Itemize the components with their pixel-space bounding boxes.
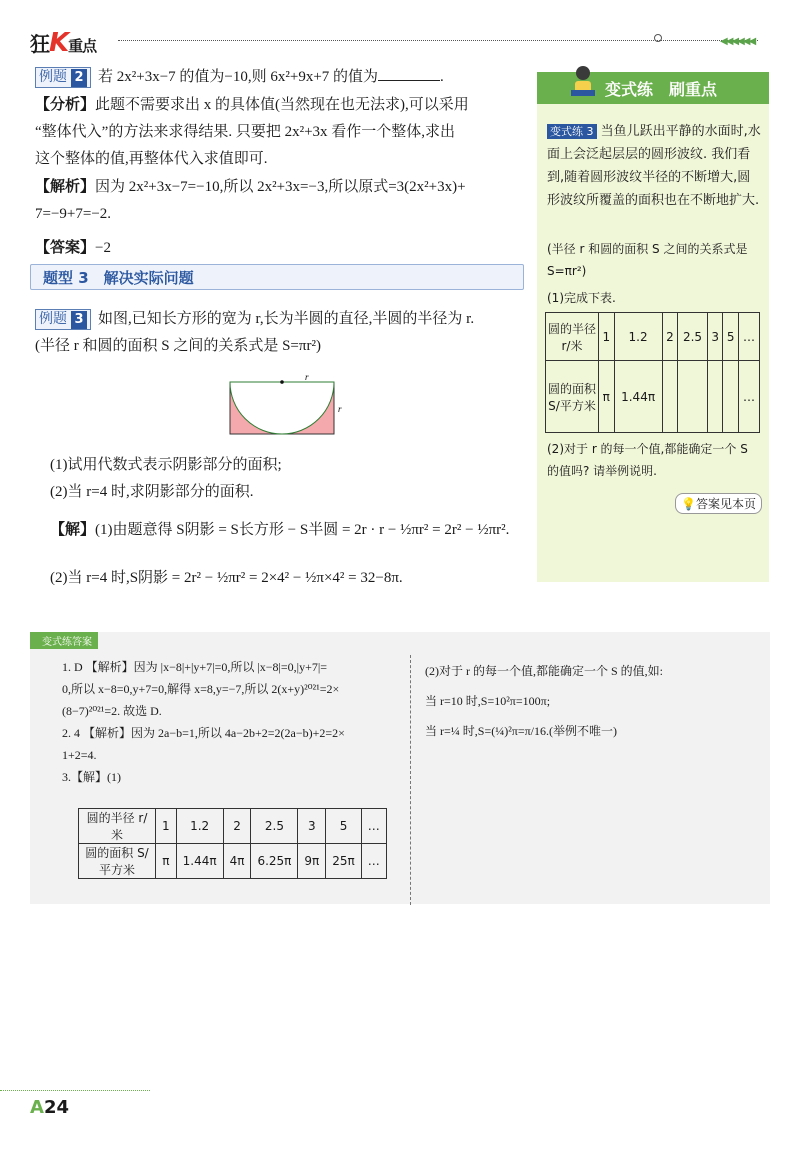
- answers-table-cell: 2.5: [251, 809, 298, 844]
- answers-divider: [410, 655, 411, 905]
- answer-link-label: 答案见本页: [695, 497, 756, 511]
- example-tag-num: 2: [71, 69, 86, 87]
- lightbulb-icon: 💡: [681, 497, 696, 511]
- practice-tag: 变式练 3: [547, 124, 597, 139]
- answers-table: [78, 808, 387, 879]
- example2-question-text: 若 2x²+3x−7 的值为−10,则 6x²+9x+7 的值为: [98, 69, 379, 85]
- practice-table-cell: [678, 361, 708, 433]
- answers-table-cell: 25π: [326, 844, 362, 879]
- answers-table-cell: π: [156, 844, 177, 879]
- solution-label: 【解】: [50, 520, 96, 538]
- practice-q1: (1)完成下表.: [547, 291, 616, 305]
- page-number-value: 24: [43, 1097, 69, 1118]
- header-circle-ornament: [654, 34, 662, 42]
- example-tag: [35, 309, 91, 330]
- answer3-line-1: 3.【解】(1): [62, 770, 121, 784]
- example3-questions: [50, 452, 530, 506]
- section-title: 题型 3 解决实际问题: [43, 269, 194, 287]
- answer-value: −2: [95, 240, 111, 256]
- practice-table-row-area: [546, 361, 760, 433]
- practice-formula: (半径 r 和圆的面积 S 之间的关系式是 S=πr²): [547, 242, 748, 278]
- answers-table-row-area: [79, 844, 387, 879]
- answers-table-cell: 1.44π: [176, 844, 223, 879]
- practice-table-head-area: 圆的面积 S/平方米: [546, 361, 599, 433]
- answers-table-cell: 1.2: [176, 809, 223, 844]
- answers-left: [62, 656, 407, 788]
- analysis-line-3: 这个整体的值,再整体代入求值即可.: [35, 151, 268, 167]
- practice-table-cell: …: [739, 313, 760, 361]
- example3-q2: (2)当 r=4 时,求阴影部分的面积.: [50, 484, 254, 500]
- solution-line-1: [35, 173, 530, 201]
- answer3-right-line-3: 当 r=¼ 时,S=(¼)²π=π/16.(举例不唯一): [425, 724, 618, 738]
- practice-table-cell: 1.2: [614, 313, 662, 361]
- answer2-line-1: 2. 4 【解析】因为 2a−b=1,所以 4a−2b+2=2(2a−b)+2=2×: [62, 726, 345, 740]
- header-divider: [118, 40, 758, 41]
- practice-panel-header: [537, 72, 769, 104]
- analysis-line-1: [35, 91, 530, 119]
- practice-paragraph-1: 当鱼儿跃出平静的水面时,水面上会泛起层层的圆形波纹. 我们看到,随着圆形波纹半径的不断增大,圆形波纹所覆盖的面积也在不断地扩大.: [547, 124, 761, 208]
- practice-q2: (2)对于 r 的每一个值,都能确定一个 S 的值吗? 请举例说明.: [547, 442, 748, 478]
- student-figure-icon: [567, 64, 599, 104]
- compass-icon: A: [30, 1097, 44, 1118]
- example-tag-num: 3: [71, 311, 86, 329]
- answer1-line-3: (8−7)²⁰²¹=2. 故选 D.: [62, 704, 162, 718]
- page-number: [30, 1097, 69, 1118]
- logo-char-a: 狂: [30, 32, 49, 56]
- answers-table-cell: 6.25π: [251, 844, 298, 879]
- example3-q1: (1)试用代数式表示阴影部分的面积;: [50, 457, 282, 473]
- logo-k: K: [49, 28, 69, 58]
- answers-title: 变式练答案: [30, 632, 98, 649]
- analysis-line-2: “整体代入”的方法来求得结果. 只要把 2x²+3x 看作一个整体,求出: [35, 124, 456, 140]
- answer-link[interactable]: [675, 493, 762, 514]
- logo-char-b: 重点: [68, 37, 97, 55]
- practice-table: [545, 312, 760, 433]
- brand-logo: [30, 28, 96, 58]
- answer-line: [35, 234, 530, 262]
- analysis-text-1: 此题不需要求出 x 的具体值(当然现在也无法求),可以采用: [95, 97, 469, 113]
- footer-dotted-line: [0, 1090, 150, 1091]
- answer3-right-line-1: (2)对于 r 的每一个值,都能确定一个 S 的值,如:: [425, 664, 663, 678]
- solution-label: 【解析】: [35, 177, 96, 195]
- solution-text-1: 因为 2x²+3x−7=−10,所以 2x²+3x=−3,所以原式=3(2x²+3x)+: [95, 179, 466, 195]
- answer-label: 【答案】: [35, 238, 96, 256]
- example2-question-end: .: [440, 69, 444, 85]
- answers-table-cell: 3: [298, 809, 326, 844]
- practice-table-cell: 1.44π: [614, 361, 662, 433]
- solution-line-2: 7=−9+7=−2.: [35, 206, 112, 222]
- answers-table-cell: 1: [156, 809, 177, 844]
- answers-table-cell: …: [361, 844, 386, 879]
- example3-line-2: (半径 r 和圆的面积 S 之间的关系式是 S=πr²): [35, 338, 321, 354]
- answers-table-cell: …: [361, 809, 386, 844]
- example-tag-label: 例题: [39, 69, 67, 85]
- answers-table-row-radius: [79, 809, 387, 844]
- section-heading: [30, 264, 524, 290]
- example3-line-1: [35, 306, 530, 333]
- example3-sol-2: (2)当 r=4 时,S阴影 = 2r² − ½πr² = 2×4² − ½π×4² = 32−8π.: [50, 570, 403, 586]
- example3-solution: [50, 516, 530, 591]
- example3-sol-1: [50, 516, 530, 543]
- answer3-right-line-2: 当 r=10 时,S=10²π=100π;: [425, 694, 551, 708]
- answers-table-head-radius: 圆的半径 r/米: [79, 809, 156, 844]
- figure-label-right: r: [338, 404, 342, 414]
- answers-table-cell: 9π: [298, 844, 326, 879]
- practice-table-cell: 2.5: [678, 313, 708, 361]
- figure-center-dot: [280, 380, 284, 384]
- answer2-line-2: 1+2=4.: [62, 748, 97, 762]
- answers-table-cell: 5: [326, 809, 362, 844]
- practice-panel-title: 变式练 刷重点: [605, 80, 718, 99]
- answers-table-cell: 2: [223, 809, 251, 844]
- practice-table-cell: [707, 361, 723, 433]
- practice-table-cell: …: [739, 361, 760, 433]
- practice-table-cell: [662, 361, 678, 433]
- example2-block: [35, 64, 530, 262]
- practice-text-1: [547, 120, 762, 212]
- example3-text-1: 如图,已知长方形的宽为 r,长为半圆的直径,半圆的半径为 r.: [98, 311, 475, 327]
- example-tag: [35, 67, 91, 88]
- practice-table-cell: 3: [707, 313, 723, 361]
- practice-table-cell: 5: [723, 313, 739, 361]
- example2-question: [35, 64, 530, 91]
- practice-table-row-radius: [546, 313, 760, 361]
- example3-intro: [35, 306, 530, 360]
- semicircle-figure: [225, 374, 355, 438]
- figure-label-top: r: [305, 374, 309, 382]
- practice-table-cell: [723, 361, 739, 433]
- analysis-label: 【分析】: [35, 95, 96, 113]
- practice-table-head-radius: 圆的半径 r/米: [546, 313, 599, 361]
- example-tag-label: 例题: [39, 311, 67, 327]
- answers-right: [425, 656, 765, 746]
- answer-blank: [378, 66, 440, 81]
- header-arrows-ornament: ◀◀◀◀◀◀: [720, 36, 755, 47]
- answer1-line-1: 1. D 【解析】因为 |x−8|+|y+7|=0,所以 |x−8|=0,|y+7|=: [62, 660, 328, 674]
- practice-table-cell: 1: [599, 313, 615, 361]
- practice-table-cell: π: [599, 361, 615, 433]
- answers-table-cell: 4π: [223, 844, 251, 879]
- practice-table-cell: 2: [662, 313, 678, 361]
- answers-table-head-area: 圆的面积 S/平方米: [79, 844, 156, 879]
- answer1-line-2: 0,所以 x−8=0,y+7=0,解得 x=8,y=−7,所以 2(x+y)²⁰²¹=2×: [62, 682, 340, 696]
- example3-sol-1-text: (1)由题意得 S阴影 = S长方形 − S半圆 = 2r · r − ½πr² = 2r² − ½πr².: [95, 522, 510, 538]
